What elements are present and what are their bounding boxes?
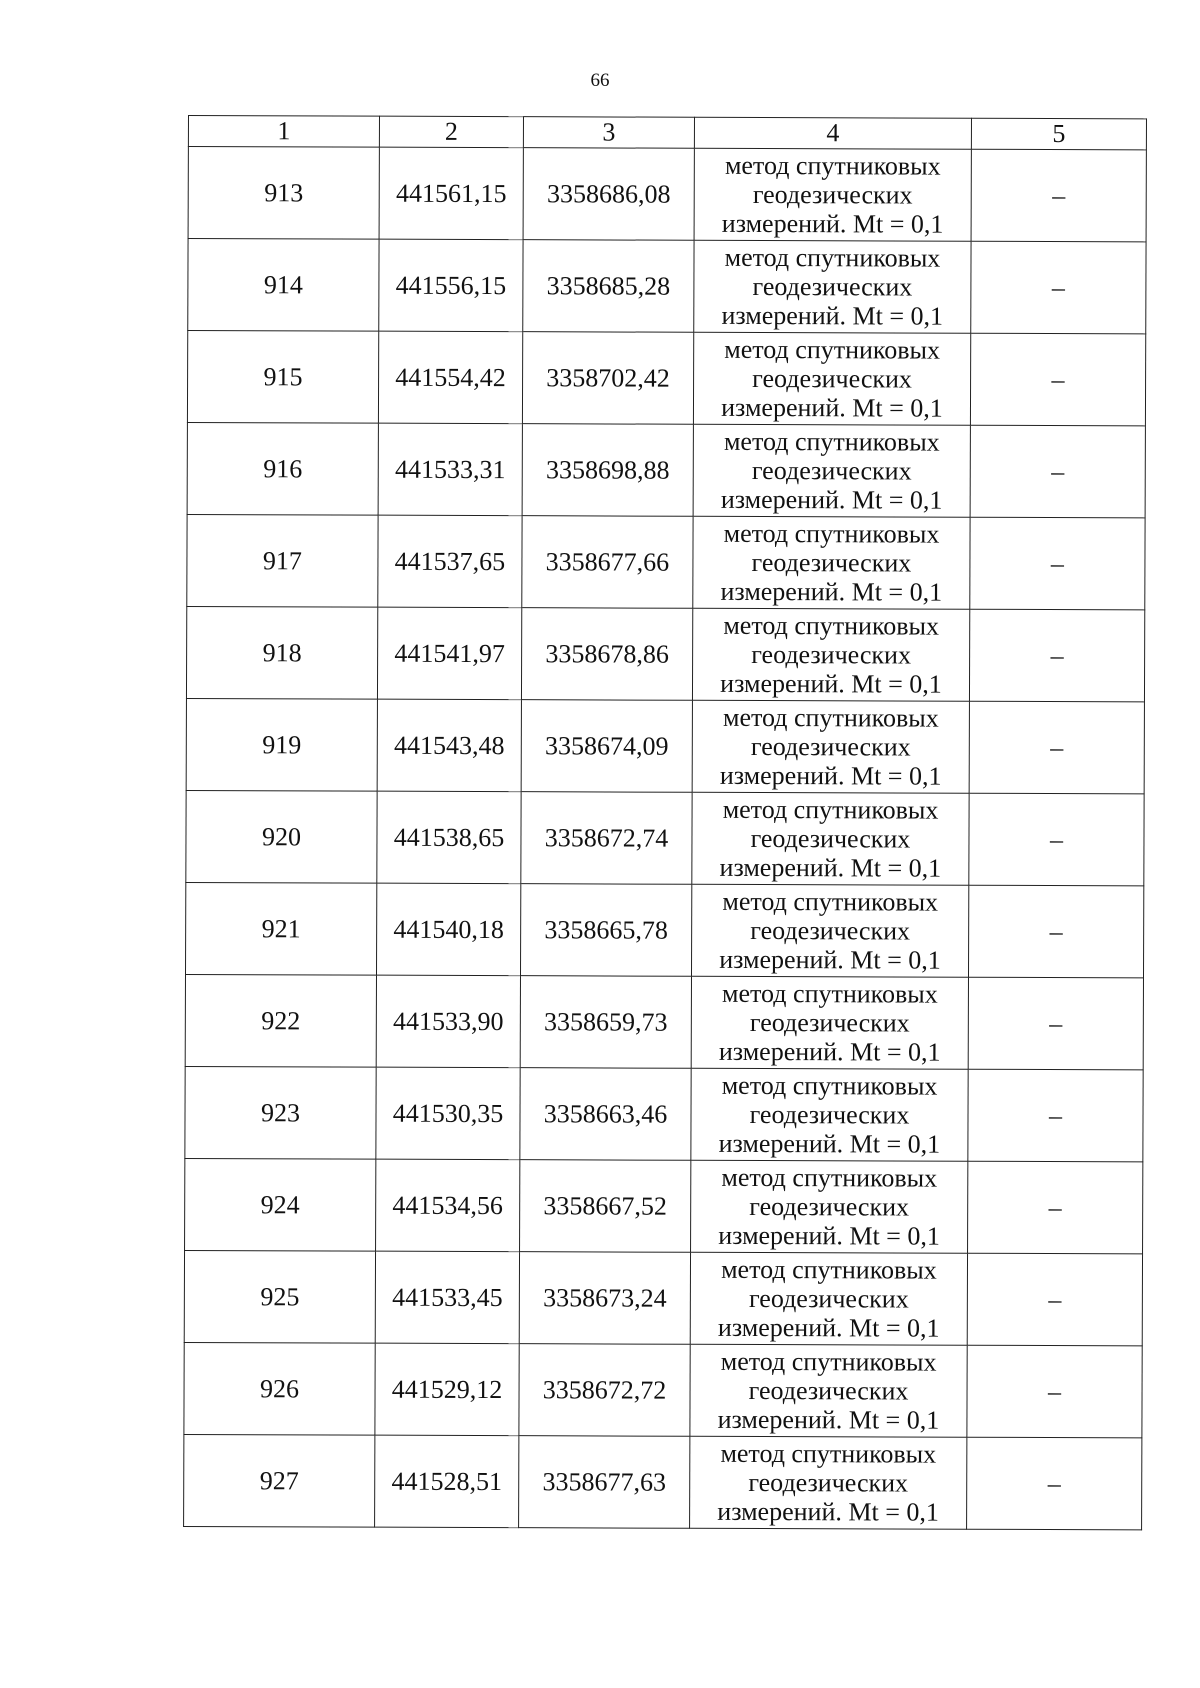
table-row xyxy=(185,882,1143,977)
table-row xyxy=(187,422,1145,517)
x-coordinate-cell: 441533,31 xyxy=(378,423,522,516)
table-row xyxy=(185,974,1143,1069)
method-line: геодезических xyxy=(750,823,911,854)
note-cell: – xyxy=(968,977,1143,1070)
table-row xyxy=(184,1434,1142,1529)
method-line: метод спутниковых xyxy=(720,1438,937,1469)
note-cell: – xyxy=(967,1345,1142,1438)
method-line: геодезических xyxy=(751,547,912,578)
method-line: метод спутниковых xyxy=(723,518,940,549)
point-number-cell: 917 xyxy=(187,514,378,607)
point-number-cell: 927 xyxy=(184,1434,375,1527)
point-number-cell: 918 xyxy=(186,606,377,699)
method-line: метод спутниковых xyxy=(721,1070,938,1101)
method-cell xyxy=(693,424,970,517)
point-number-cell: 921 xyxy=(185,882,376,975)
x-coordinate-cell: 441561,15 xyxy=(379,147,523,240)
y-coordinate-cell: 3358698,88 xyxy=(522,424,693,517)
x-coordinate-cell: 441537,65 xyxy=(378,515,522,608)
y-coordinate-cell: 3358672,74 xyxy=(521,792,692,885)
note-cell: – xyxy=(969,793,1144,886)
method-cell xyxy=(693,332,970,425)
method-line: измерений. Mt = 0,1 xyxy=(719,760,942,791)
method-line: метод спутниковых xyxy=(723,426,940,457)
method-line: измерений. Mt = 0,1 xyxy=(718,1036,941,1067)
point-number-cell: 925 xyxy=(184,1250,375,1343)
note-cell: – xyxy=(969,701,1144,794)
method-line: геодезических xyxy=(750,731,911,762)
point-number-cell: 924 xyxy=(185,1158,376,1251)
method-cell xyxy=(692,700,969,793)
x-coordinate-cell: 441541,97 xyxy=(377,607,521,700)
note-cell: – xyxy=(967,1437,1142,1530)
table-row xyxy=(186,606,1144,701)
point-number-cell: 913 xyxy=(188,147,379,240)
method-line: геодезических xyxy=(752,271,913,302)
y-coordinate-cell: 3358678,86 xyxy=(521,608,692,701)
method-cell xyxy=(691,1068,968,1161)
method-line: измерений. Mt = 0,1 xyxy=(718,1220,940,1251)
point-number-cell: 914 xyxy=(188,239,379,332)
y-coordinate-cell: 3358659,73 xyxy=(520,976,691,1069)
note-cell: – xyxy=(968,885,1143,978)
x-coordinate-cell: 441543,48 xyxy=(377,699,521,792)
note-cell: – xyxy=(968,1161,1143,1254)
y-coordinate-cell: 3358673,24 xyxy=(519,1252,690,1345)
method-line: измерений. Mt = 0,1 xyxy=(720,576,943,607)
note-cell: – xyxy=(970,425,1145,518)
method-cell xyxy=(691,884,968,977)
method-line: измерений. Mt = 0,1 xyxy=(721,392,943,423)
x-coordinate-cell: 441530,35 xyxy=(376,1067,520,1160)
method-line: измерений. Mt = 0,1 xyxy=(721,208,944,239)
table-row xyxy=(185,1158,1143,1253)
y-coordinate-cell: 3358674,09 xyxy=(521,700,692,793)
column-header: 5 xyxy=(971,118,1146,150)
method-cell xyxy=(694,148,971,241)
method-line: метод спутниковых xyxy=(724,334,941,365)
x-coordinate-cell: 441529,12 xyxy=(375,1343,519,1436)
point-number-cell: 916 xyxy=(187,422,378,515)
method-line: измерений. Mt = 0,1 xyxy=(721,300,944,331)
point-number-cell: 919 xyxy=(186,698,377,791)
page-number: 66 xyxy=(590,70,610,91)
table-row xyxy=(184,1342,1142,1437)
method-line: геодезических xyxy=(749,1191,910,1222)
x-coordinate-cell: 441554,42 xyxy=(378,331,522,424)
x-coordinate-cell: 441534,56 xyxy=(376,1159,520,1252)
y-coordinate-cell: 3358665,78 xyxy=(520,884,691,977)
method-line: измерений. Mt = 0,1 xyxy=(717,1496,939,1527)
method-line: измерений. Mt = 0,1 xyxy=(718,1128,941,1159)
point-number-cell: 923 xyxy=(185,1066,376,1159)
y-coordinate-cell: 3358663,46 xyxy=(520,1068,691,1161)
method-line: геодезических xyxy=(748,1467,909,1498)
method-cell xyxy=(692,608,969,701)
method-line: метод спутниковых xyxy=(723,610,940,641)
y-coordinate-cell: 3358685,28 xyxy=(523,240,694,333)
x-coordinate-cell: 441533,45 xyxy=(375,1251,519,1344)
x-coordinate-cell: 441540,18 xyxy=(376,883,520,976)
table-row xyxy=(185,1066,1143,1161)
method-line: метод спутниковых xyxy=(720,1346,937,1377)
x-coordinate-cell: 441556,15 xyxy=(379,239,523,332)
method-line: геодезических xyxy=(751,639,912,670)
method-line: измерений. Mt = 0,1 xyxy=(720,484,943,515)
note-cell: – xyxy=(967,1253,1142,1346)
method-line: измерений. Mt = 0,1 xyxy=(719,852,942,883)
method-line: метод спутниковых xyxy=(722,794,939,825)
table-row xyxy=(188,147,1146,242)
point-number-cell: 922 xyxy=(185,974,376,1067)
method-line: метод спутниковых xyxy=(724,150,941,181)
method-line: метод спутниковых xyxy=(722,978,938,1009)
note-cell: – xyxy=(970,517,1145,610)
y-coordinate-cell: 3358686,08 xyxy=(523,148,694,241)
method-cell xyxy=(690,1252,967,1345)
y-coordinate-cell: 3358702,42 xyxy=(522,332,693,425)
table-row xyxy=(187,331,1145,426)
note-cell: – xyxy=(968,1069,1143,1162)
method-line: геодезических xyxy=(749,1099,910,1130)
point-number-cell: 926 xyxy=(184,1342,375,1435)
method-line: измерений. Mt = 0,1 xyxy=(717,1404,940,1435)
method-line: геодезических xyxy=(748,1375,909,1406)
method-cell xyxy=(690,1436,967,1529)
y-coordinate-cell: 3358677,63 xyxy=(519,1436,690,1529)
coordinates-table xyxy=(183,115,1147,1530)
method-line: метод спутниковых xyxy=(721,1162,938,1193)
method-line: геодезических xyxy=(752,363,912,394)
note-cell: – xyxy=(971,149,1146,242)
method-line: измерений. Mt = 0,1 xyxy=(719,944,941,975)
method-line: метод спутниковых xyxy=(722,886,939,917)
method-line: геодезических xyxy=(751,455,912,486)
y-coordinate-cell: 3358672,72 xyxy=(519,1344,690,1437)
method-line: метод спутниковых xyxy=(722,702,939,733)
note-cell: – xyxy=(971,241,1146,334)
method-line: измерений. Mt = 0,1 xyxy=(717,1312,940,1343)
method-cell xyxy=(693,516,970,609)
method-cell xyxy=(694,240,971,333)
point-number-cell: 920 xyxy=(186,790,377,883)
column-header: 4 xyxy=(694,117,971,149)
note-cell: – xyxy=(970,333,1145,426)
method-cell xyxy=(691,1160,968,1253)
table-body xyxy=(184,147,1147,1530)
y-coordinate-cell: 3358677,66 xyxy=(522,516,693,609)
method-line: геодезических xyxy=(752,179,913,210)
point-number-cell: 915 xyxy=(187,331,378,424)
method-line: измерений. Mt = 0,1 xyxy=(720,668,942,699)
x-coordinate-cell: 441528,51 xyxy=(375,1435,519,1528)
method-cell xyxy=(692,792,969,885)
table-row xyxy=(187,514,1145,609)
method-line: геодезических xyxy=(750,915,911,946)
method-cell xyxy=(690,1344,967,1437)
method-line: геодезических xyxy=(749,1007,910,1038)
table-row xyxy=(188,239,1146,334)
table-row xyxy=(184,1250,1142,1345)
y-coordinate-cell: 3358667,52 xyxy=(520,1160,691,1253)
x-coordinate-cell: 441538,65 xyxy=(377,791,521,884)
method-cell xyxy=(691,976,968,1069)
method-line: метод спутниковых xyxy=(724,242,941,273)
method-line: метод спутниковых xyxy=(721,1254,937,1285)
column-header: 3 xyxy=(523,117,694,149)
x-coordinate-cell: 441533,90 xyxy=(376,975,520,1068)
column-header: 1 xyxy=(188,116,379,148)
table-row xyxy=(186,698,1144,793)
column-header: 2 xyxy=(379,116,523,148)
note-cell: – xyxy=(969,609,1144,702)
method-line: геодезических xyxy=(748,1283,909,1314)
table-row xyxy=(186,790,1144,885)
table-header-row xyxy=(188,116,1146,150)
